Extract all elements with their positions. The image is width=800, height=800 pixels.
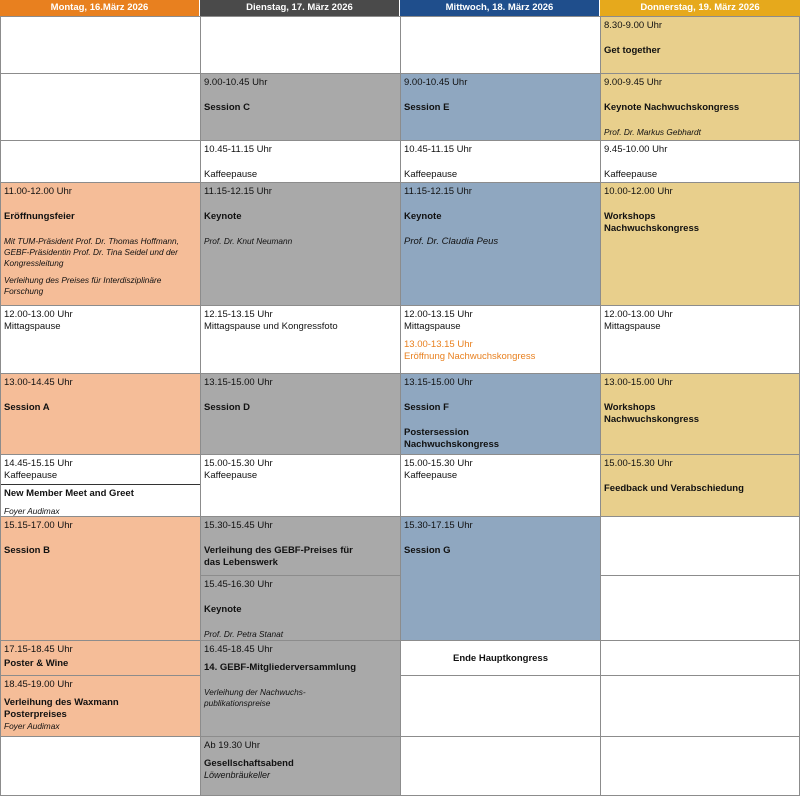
- time-label: 9.00-10.45 Uhr: [204, 77, 268, 88]
- thu-empty-2: [600, 575, 800, 641]
- wed-lunch-cell: [400, 305, 601, 374]
- tue-lunch-cell: [200, 305, 401, 374]
- tue-session-d-cell: [200, 373, 401, 455]
- event-title: Poster & Wine: [4, 658, 69, 669]
- event-title: Session F: [404, 402, 449, 413]
- mon-poster-cell: [0, 640, 201, 676]
- wed-keynote-cell: [400, 182, 601, 306]
- header-monday: Montag, 16.März 2026: [0, 0, 200, 16]
- event-title: Session C: [204, 102, 250, 113]
- mon-break-cell: [0, 454, 201, 517]
- thu-lunch-cell: [600, 305, 800, 374]
- wed-end-cell: [400, 640, 601, 676]
- time-label: 9.00-9.45 Uhr: [604, 77, 663, 88]
- event-title: Mittagspause: [4, 321, 61, 332]
- event-speaker: Prof. Dr. Claudia Peus: [404, 236, 499, 247]
- tue-coffee1-cell: [200, 140, 401, 183]
- mon-session-b-cell: [0, 516, 201, 641]
- event-title: Keynote: [204, 604, 242, 615]
- header-wednesday: Mittwoch, 18. März 2026: [400, 0, 600, 16]
- time-label: 10.00-12.00 Uhr: [604, 186, 673, 197]
- time-label: 13.00-15.00 Uhr: [604, 377, 673, 388]
- mon-session-a-cell: [0, 373, 201, 455]
- extra-time-label: 13.00-13.15 Uhr: [404, 339, 473, 350]
- time-label: 17.15-18.45 Uhr: [4, 644, 73, 655]
- event-title: Eröffnungsfeier: [4, 211, 75, 222]
- mon-empty-2: [0, 73, 201, 141]
- tue-assembly-cell: [200, 640, 401, 737]
- event-place: Foyer Audimax: [4, 721, 60, 731]
- event-note: Mit TUM-Präsident Prof. Dr. Thomas Hoffmann, GEBF-Präsidentin Prof. Dr. Tina Seidel und der Kongressleitung: [4, 236, 179, 268]
- divider: [1, 484, 200, 485]
- event-title: Kaffeepause: [204, 169, 258, 180]
- event-note: Verleihung des Preises für Interdisziplinäre Forschung: [4, 275, 162, 296]
- event-title: Kaffeepause: [204, 470, 258, 481]
- time-label: 10.45-11.15 Uhr: [404, 144, 472, 155]
- time-label: 15.00-15.30 Uhr: [204, 458, 273, 469]
- thu-coffee-cell: [600, 140, 800, 183]
- event-title: 14. GEBF-Mitgliederversammlung: [204, 662, 357, 673]
- wed-empty-1: [400, 16, 601, 74]
- event-title: Kaffeepause: [4, 470, 58, 481]
- event-title: Verleihung des Waxmann Posterpreises: [4, 697, 119, 720]
- event-subtitle: Nachwuchskongress: [404, 439, 500, 450]
- thu-empty-1: [600, 516, 800, 576]
- mon-empty-end: [0, 736, 201, 796]
- wed-session-g-cell: [400, 516, 601, 641]
- time-label: Ab 19.30 Uhr: [204, 740, 260, 751]
- time-label: 15.00-15.30 Uhr: [604, 458, 673, 469]
- time-label: 15.45-16.30 Uhr: [204, 579, 273, 590]
- event-speaker: Prof. Dr. Petra Stanat: [204, 629, 284, 639]
- thu-empty-3: [600, 640, 800, 676]
- event-title: Feedback und Verabschiedung: [604, 483, 744, 494]
- header-tuesday: Dienstag, 17. März 2026: [200, 0, 400, 16]
- event-title: Keynote: [404, 211, 442, 222]
- event-title: Keynote Nachwuchskongress: [604, 102, 740, 113]
- time-label: 15.00-15.30 Uhr: [404, 458, 473, 469]
- mon-lunch-cell: [0, 305, 201, 374]
- event-title: Workshops Nachwuchskongress: [604, 211, 700, 234]
- wed-coffee1-cell: [400, 140, 601, 183]
- time-label: 11.15-12.15 Uhr: [204, 186, 272, 197]
- time-label: 13.00-14.45 Uhr: [4, 377, 73, 388]
- time-label: 18.45-19.00 Uhr: [4, 679, 73, 690]
- thu-empty-4: [600, 675, 800, 737]
- mon-empty-3: [0, 140, 201, 183]
- extra-event-title: Eröffnung Nachwuchskongress: [404, 351, 536, 362]
- time-label: 15.30-15.45 Uhr: [204, 520, 273, 531]
- time-label: 15.15-17.00 Uhr: [4, 520, 73, 531]
- mon-waxmann-cell: [0, 675, 201, 737]
- time-label: 14.45-15.15 Uhr: [4, 458, 73, 469]
- event-title: Get together: [604, 45, 661, 56]
- mon-opening-cell: [0, 182, 201, 306]
- time-label: 9.45-10.00 Uhr: [604, 144, 668, 155]
- tue-evening-cell: [200, 736, 401, 796]
- thu-workshops1-cell: [600, 182, 800, 306]
- wed-session-f-cell: [400, 373, 601, 455]
- event-title: Mittagspause: [404, 321, 461, 332]
- thu-empty-5: [600, 736, 800, 796]
- tue-session-c-cell: [200, 73, 401, 141]
- time-label: 10.45-11.15 Uhr: [204, 144, 272, 155]
- wed-session-e-cell: [400, 73, 601, 141]
- event-title: Session G: [404, 545, 451, 556]
- thu-keynote-cell: [600, 73, 800, 141]
- event-title: Kaffeepause: [404, 470, 458, 481]
- mon-empty-1: [0, 16, 201, 74]
- tue-coffee2-cell: [200, 454, 401, 517]
- event-title: Kaffeepause: [604, 169, 658, 180]
- time-label: 15.30-17.15 Uhr: [404, 520, 473, 531]
- time-label: 16.45-18.45 Uhr: [204, 644, 273, 655]
- event-subtitle: New Member Meet and Greet: [4, 488, 134, 499]
- time-label: 12.00-13.00 Uhr: [4, 309, 73, 320]
- event-title: Session B: [4, 545, 50, 556]
- time-label: 8.30-9.00 Uhr: [604, 20, 663, 31]
- thu-feedback-cell: [600, 454, 800, 517]
- wed-coffee2-cell: [400, 454, 601, 517]
- wed-empty-2: [400, 675, 601, 737]
- end-label: Ende Hauptkongress: [452, 653, 549, 664]
- event-title: Mittagspause: [604, 321, 661, 332]
- time-label: 13.15-15.00 Uhr: [404, 377, 473, 388]
- event-title: Verleihung des GEBF-Preises für das Lebenswerk: [204, 545, 353, 568]
- tue-award-cell: [200, 516, 401, 576]
- tue-keynote1-cell: [200, 182, 401, 306]
- event-title: Mittagspause und Kongressfoto: [204, 321, 338, 332]
- time-label: 9.00-10.45 Uhr: [404, 77, 468, 88]
- tue-empty-1: [200, 16, 401, 74]
- event-title: Session E: [404, 102, 450, 113]
- time-label: 11.15-12.15 Uhr: [404, 186, 472, 197]
- wed-empty-3: [400, 736, 601, 796]
- tue-keynote2-cell: [200, 575, 401, 641]
- event-subtitle: Postersession: [404, 427, 469, 438]
- header-thursday: Donnerstag, 19. März 2026: [600, 0, 800, 16]
- event-speaker: Prof. Dr. Knut Neumann: [204, 236, 293, 246]
- event-speaker: Prof. Dr. Markus Gebhardt: [604, 127, 701, 137]
- event-place: Foyer Audimax: [4, 506, 60, 516]
- event-title: Gesellschaftsabend: [204, 758, 294, 769]
- event-note: Verleihung der Nachwuchs-publikationspreise: [204, 687, 306, 708]
- time-label: 13.15-15.00 Uhr: [204, 377, 273, 388]
- event-title: Session A: [4, 402, 50, 413]
- time-label: 12.00-13.15 Uhr: [404, 309, 473, 320]
- thu-workshops2-cell: [600, 373, 800, 455]
- thu-get-together-cell: [600, 16, 800, 74]
- event-title: Keynote: [204, 211, 242, 222]
- time-label: 12.00-13.00 Uhr: [604, 309, 673, 320]
- event-title: Session D: [204, 402, 250, 413]
- event-title: Workshops Nachwuchskongress: [604, 402, 700, 425]
- time-label: 12.15-13.15 Uhr: [204, 309, 273, 320]
- time-label: 11.00-12.00 Uhr: [4, 186, 72, 197]
- event-place: Löwenbräukeller: [204, 770, 271, 780]
- event-title: Kaffeepause: [404, 169, 458, 180]
